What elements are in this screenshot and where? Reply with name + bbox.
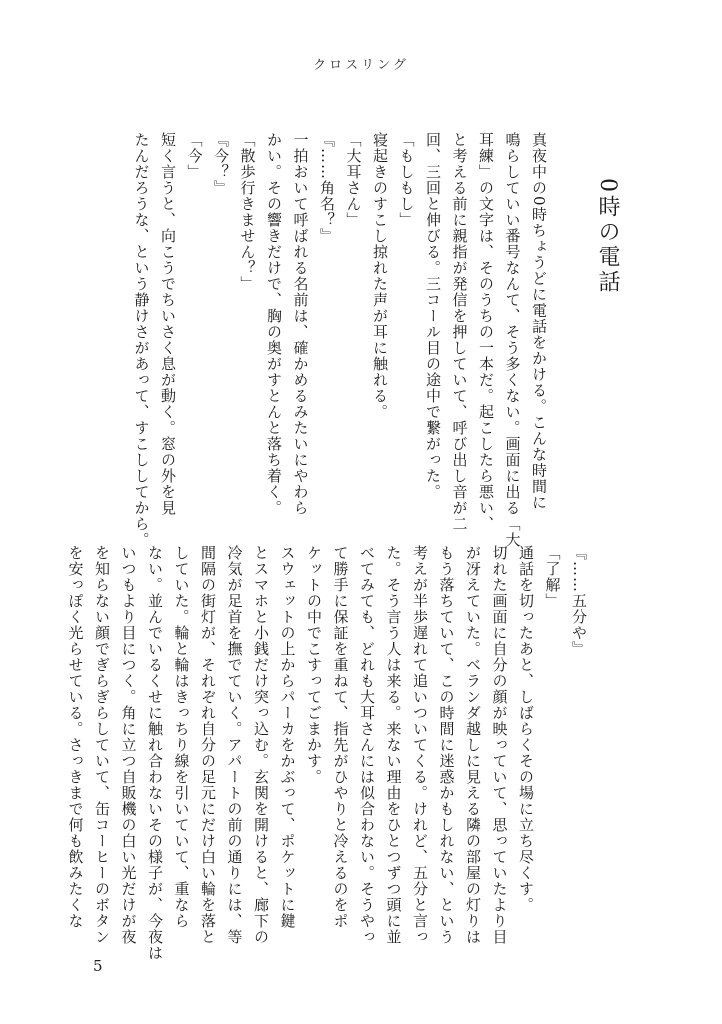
text-line: 「散歩行きません？」 bbox=[238, 132, 257, 292]
text-line: 「大耳さん」 bbox=[344, 132, 363, 228]
text-line: た。そう言う人は来る。来ない理由をひとつずつ頭に並 bbox=[384, 545, 403, 945]
text-line: て勝手に保証を重ねて、指先がひやりと冷えるのをポ bbox=[331, 545, 350, 929]
text-line: 「今」 bbox=[185, 132, 204, 180]
text-line: が冴えていた。ベランダ越しに見える隣の部屋の灯りは bbox=[464, 545, 482, 945]
text-line: 鳴らしていい番号なんて、そう多くない。画面に出る「大 bbox=[503, 132, 522, 548]
text-line: 間隔の街灯が、それぞれ自分の足元にだけ白い輪を落と bbox=[199, 545, 217, 945]
text-line: と考える前に親指が発信を押していて、呼び出し音が二 bbox=[450, 132, 469, 532]
text-line: 短く言うと、向こうでちいさく息が動く。窓の外を見 bbox=[159, 132, 177, 516]
text-line: 『……五分や』 bbox=[570, 545, 588, 657]
page-number: 5 bbox=[93, 957, 103, 975]
text-line: 通話を切ったあと、しばらくその場に立ち尽くす。 bbox=[517, 545, 535, 913]
text-line: 切れた画面に自分の顔が映っていて、思っていたより目 bbox=[490, 545, 509, 945]
chapter-title: 0時の電話 bbox=[595, 178, 620, 295]
running-header: クロスリング bbox=[313, 58, 409, 73]
text-line: たんだろうな、という静けさがあって、すこししてから。 bbox=[132, 132, 151, 548]
text-line: を安っぽく光らせている。さっきまで何も飲みたくな bbox=[66, 545, 85, 929]
text-line: 回、三回と伸びる。三コール目の途中で繋がった。 bbox=[424, 132, 442, 500]
text-line: を知らない顔でぎらぎらしていて、缶コーヒーのボタン bbox=[93, 545, 111, 945]
text-line: 「もしもし」 bbox=[397, 132, 416, 228]
text-line: 一拍おいて呼ばれる名前は、確かめるみたいにやわら bbox=[291, 132, 310, 516]
text-line: ない。並んでいるくせに触れ合わないその様子が、今夜は bbox=[146, 545, 164, 961]
text-line: とスマホと小銭だけ突っ込む。玄関を開けると、廊下の bbox=[252, 545, 270, 945]
text-line: 冷気が足首を撫でていく。アパートの前の通りには、等 bbox=[225, 545, 244, 945]
text-line: 真夜中の0時ちょうどに電話をかける。こんな時間に bbox=[530, 132, 548, 511]
text-line: していた。輪と輪はきっちり線を引いていて、重なら bbox=[172, 545, 191, 929]
lower-text-block bbox=[62, 545, 592, 961]
text-line: 耳練」の文字は、そのうちの一本だ。起こしたら悪い、 bbox=[477, 132, 495, 532]
text-line: 「了解」 bbox=[543, 545, 562, 609]
text-line: ケットの中でこすってごまかす。 bbox=[305, 545, 323, 785]
text-line: べてみても、どれも大耳さんには似合わない。そうやっ bbox=[358, 545, 376, 945]
text-line: スウェットの上からパーカをかぶって、ポケットに鍵 bbox=[278, 545, 297, 929]
text-line: 『今？』 bbox=[212, 132, 230, 196]
text-line: 寝起きのすこし掠れた声が耳に触れる。 bbox=[371, 132, 389, 420]
upper-text-block bbox=[128, 132, 552, 548]
text-line: かい。その響きだけで、胸の奥がすとんと落ち着く。 bbox=[265, 132, 283, 516]
text-line: 『……角名？』 bbox=[318, 132, 336, 244]
text-line: 考えが半歩遅れて追いついてくる。けれど、五分と言っ bbox=[411, 545, 429, 945]
text-line: もう落ちていて、この時間に迷惑かもしれない、という bbox=[437, 545, 456, 945]
text-line: いつもより目につく。角に立つ自販機の白い光だけが夜 bbox=[119, 545, 138, 945]
